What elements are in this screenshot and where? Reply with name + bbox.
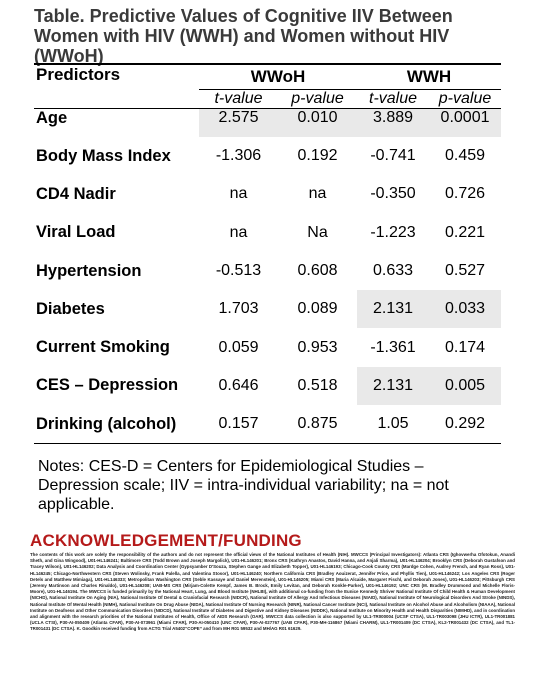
table-cell: -0.513 — [215, 262, 262, 280]
table-cell: 2.131 — [357, 290, 429, 328]
predictor-label: Hypertension — [36, 261, 142, 280]
subheader-p-value: p-value — [278, 90, 357, 109]
table-row — [34, 367, 501, 405]
table-cell: -1.306 — [215, 147, 262, 165]
table-cell: na — [229, 223, 248, 241]
table-body — [34, 109, 501, 444]
table-title: Table. Predictive Values of Cognitive IIV Between Women with HIV (WWH) and Women without HIV (WWoH) — [34, 6, 453, 66]
table-cell: 0.174 — [444, 338, 486, 356]
predictors-header: Predictors — [34, 64, 199, 109]
table-cell: 0.292 — [429, 405, 501, 444]
table-cell: -1.223 — [370, 223, 416, 241]
table-row — [34, 137, 501, 175]
table-cell: 0.089 — [297, 300, 338, 318]
table-cell: 0.875 — [278, 405, 357, 444]
table-cell: -0.741 — [370, 147, 416, 165]
predictor-label: CD4 Nadir — [36, 184, 116, 203]
table-cell: -0.350 — [370, 185, 416, 203]
table-cell: 1.05 — [357, 405, 429, 444]
table-cell: 0.459 — [444, 147, 486, 165]
table-cell: 0.953 — [297, 338, 338, 356]
predictive-values-table — [34, 63, 501, 444]
predictor-label: Diabetes — [36, 299, 105, 318]
group-header-wwoh: WWoH — [199, 64, 357, 90]
table-notes: Notes: CES-D = Centers for Epidemiological Studies – Depression scale; IIV = intra-individual variability; na = not applicable. — [38, 458, 449, 513]
table-cell: 0.192 — [297, 147, 338, 165]
table-cell: na — [229, 185, 248, 203]
table-cell: 0.0001 — [429, 109, 501, 138]
table-cell: 0.221 — [444, 223, 486, 241]
table-cell: 2.131 — [357, 367, 429, 405]
predictor-label: Age — [36, 109, 68, 127]
predictor-label: CES – Depression — [36, 376, 179, 395]
predictor-label: Current Smoking — [36, 338, 170, 357]
predictor-label: Body Mass Index — [36, 146, 171, 165]
table-cell: 0.005 — [429, 367, 501, 405]
table-cell: 0.157 — [199, 405, 278, 444]
table-cell: 0.646 — [218, 376, 259, 394]
acknowledgement-body: The contents of this work are solely the responsibility of the authors and do not represent the official views of the National Institutes of Health (NIH). MWCCS (Principal Investigators): Atlanta CRS (Ighovwerha Ofotokun, Anandi Sheth, and Gina Wingood), U01-HL146241; Baltimore CRS (Todd Brown and Joseph Margolick), U01-HL146201; Bronx CRS (Kathryn Anastos, David Hanna, and Anjali Sharma), U01-HL146204; Brooklyn CRS (Deborah Gustafson and Tracey Wilson), U01-HL146202; Data Analysis and Coordination Center (Gypsyamber D'Souza, Stephen Gange and Elizabeth Topper), U01-HL146193; Chicago-Cook County CRS (Mardge Cohen, Audrey French, and Ryan Ross), U01-HL146245; Chicago-Northwestern CRS (Steven Wolinsky, Frank Palella, and Valentina Stosor), U01-HL146240; Northern California CRS (Bradley Aouizerat, Jennifer Price, and Phyllis Tien), U01-HL146242; Los Angeles CRS (Roger Detels and Matthew Mimiaga), U01-HL146333; Metropolitan Washington CRS (Seble Kassaye and Daniel Merenstein), U01-HL146205; Miami CRS (Maria Alcaide, Margaret Fischl, and Deborah Jones), U01-HL146203; Pittsburgh CRS (Jeremy Martinson and Charles Rinaldo), U01-HL146208; UAB-MS CRS (Mirjam-Colette Kempf, James B. Brock, Emily Levitan, and Deborah Konkle-Parker), U01-HL146192; UNC CRS (M. Bradley Drummond and Michelle Floris-Moore), U01-HL146194. The MWCCS is funded primarily by the National Heart, Lung, and Blood Institute (NHLBI), with additional co-funding from the Eunice Kennedy Shriver National Institute Of Child Health & Human Development (NICHD), National Institute On Aging (NIA), National Institute Of Dental & Craniofacial Research (NIDCR), National Institute Of Allergy And Infectious Diseases (NIAID), National Institute Of Neurological Disorders And Stroke (NINDS), National Institute Of Mental Health (NIMH), National Institute On Drug Abuse (NIDA), National Institute Of Nursing Research (NINR), National Cancer Institute (NCI), National Institute on Alcohol Abuse and Alcoholism (NIAAA), National Institute on Deafness and Other Communication Disorders (NIDCD), National Institute of Diabetes and Digestive and Kidney Diseases (NIDDK), National Institute on Minority Health and Health Disparities (NIMHD), and in coordination and alignment with the research priorities of the National Institutes of Health, Office of AIDS Research (OAR). MWCCS data collection is also supported by UL1-TR000004 (UCSF CTSA), UL1-TR003098 (JHU ICTR), UL1-TR001881 (UCLA CTSI), P30-AI-050409 (Atlanta CFAR), P30-AI-073961 (Miami CFAR), P30-AI-050410 (UNC CFAR), P30-AI-027767 (UAB CFAR), P30-MH-116867 (Miami CHARM), UL1-TR001409 (DC CTSA), KL2-TR001432 (DC CTSA), and TL1-TR001431 (DC CTSA). K. Goodkin received funding from ACTG Trial A5402“COPE” and from MH R01 59532 and MH/AG R01 61629. — [30, 552, 515, 632]
table-row — [34, 252, 501, 290]
subheader-t-value: t-value — [357, 90, 429, 109]
table-cell: 0.059 — [218, 338, 259, 356]
table-cell: 0.010 — [278, 109, 357, 138]
table-cell: 0.527 — [444, 262, 486, 280]
table-cell: -1.361 — [370, 338, 416, 356]
predictor-label: Drinking (alcohol) — [34, 405, 199, 444]
predictor-label: Viral Load — [36, 223, 116, 242]
table-cell: 3.889 — [357, 109, 429, 138]
subheader-p-value: p-value — [429, 90, 501, 109]
table-row — [34, 290, 501, 328]
table-cell: 0.518 — [297, 376, 338, 394]
table-cell: 0.633 — [372, 262, 414, 280]
table-row — [34, 214, 501, 252]
table-cell: 2.575 — [199, 109, 278, 138]
table-row — [34, 175, 501, 213]
table-row — [34, 328, 501, 366]
table-cell: na — [308, 185, 327, 203]
table-cell: 0.726 — [444, 185, 486, 203]
acknowledgement-heading: ACKNOWLEDGEMENT/FUNDING — [30, 531, 302, 550]
table-cell: 0.033 — [429, 290, 501, 328]
table-cell: 1.703 — [218, 300, 259, 318]
table-row — [34, 109, 501, 138]
table-row — [34, 405, 501, 444]
table-cell: Na — [307, 223, 328, 241]
group-header-wwh: WWH — [357, 64, 501, 90]
table-cell: 0.608 — [297, 262, 338, 280]
subheader-t-value: t-value — [199, 90, 278, 109]
